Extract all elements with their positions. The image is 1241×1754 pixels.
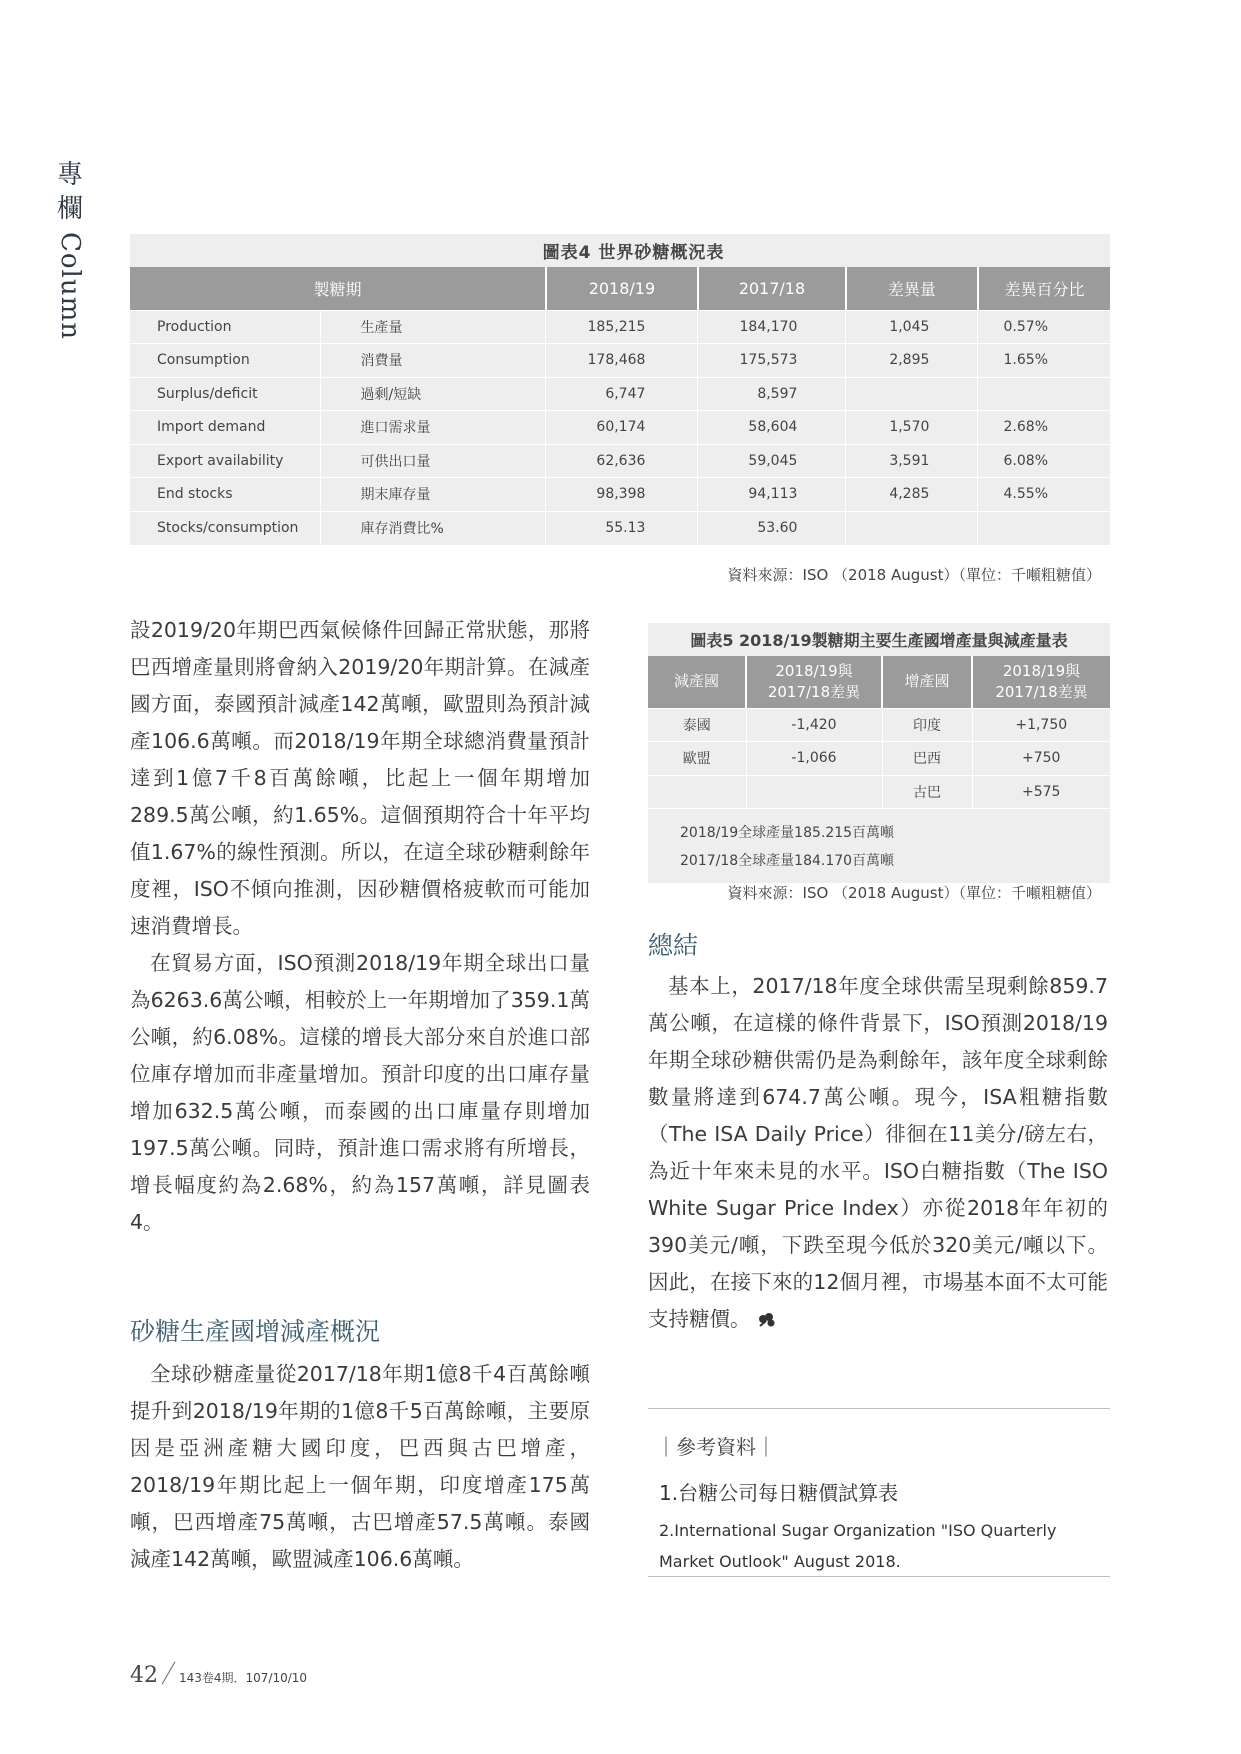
table-row [130, 411, 1110, 445]
table5-header-inc-diff: 2018/19與 2017/18差異 [972, 656, 1110, 708]
cell-diff [846, 377, 978, 411]
table5-header-dec-country: 減產國 [648, 656, 746, 708]
cell-2017-18: 94,113 [698, 478, 846, 512]
cell-pct: 2.68% [978, 411, 1110, 445]
cell-2018-19: 60,174 [546, 411, 698, 445]
table-row [648, 742, 1110, 776]
paragraph: 在貿易方面，ISO預測2018/19年期全球出口量為6263.6萬公噸，相較於上一年期增加了359.1萬公噸，約6.08%。這樣的增長大部分來自於進口部位庫存增加而非產量增加。預計印度的出口庫存量增加632.5萬公噸，而泰國的出口庫量存則增加197.5萬公噸。同時，預計進口需求將有所增長，增長幅度約為2.68%，約為157萬噸，詳見圖表4。 [130, 951, 590, 1234]
cell-pct: 4.55% [978, 478, 1110, 512]
page-footer [130, 1660, 307, 1688]
row-label-en: Production [130, 310, 320, 344]
table-world-sugar-overview [130, 233, 1110, 545]
table4-header-2017-18: 2017/18 [698, 267, 846, 310]
cell-2018-19: 55.13 [546, 511, 698, 545]
paragraph: 全球砂糖產量從2017/18年期1億8千4百萬餘噸提升到2018/19年期的1億8千5百萬餘噸，主要原因是亞洲產糖大國印度，巴西與古巴增產，2018/19年期比起上一個年期，印度增產175萬噸，巴西增產75萬噸，古巴增產57.5萬噸。泰國減產142萬噸，歐盟減產106.6萬噸。 [130, 1362, 590, 1571]
table5-header-dec-diff: 2018/19與 2017/18差異 [746, 656, 882, 708]
row-label-en: End stocks [130, 478, 320, 512]
cell-diff: 1,570 [846, 411, 978, 445]
row-label-zh: 消費量 [320, 344, 546, 378]
side-label-en: Column [55, 232, 85, 341]
cell-dec-value [746, 775, 882, 809]
page-number: 42 [130, 1663, 158, 1688]
cell-dec-value: -1,420 [746, 708, 882, 742]
cell-pct: 0.57% [978, 310, 1110, 344]
cell-inc-country: 巴西 [882, 742, 972, 776]
summary-paragraph: 基本上，2017/18年度全球供需呈現剩餘859.7萬公噸，在這樣的條件背景下，ISO預測2018/19年期全球砂糖供需仍是為剩餘年，該年度全球剩餘數量將達到674.7萬公噸。現今，ISA粗糖指數（The ISA Daily Price）徘徊在11美分/磅左右，為近十年來未見的水平。ISO白糖指數（The ISO White Sugar Price Index）亦從2018年年初的390美元/噸，下跌至現今低於320美元/噸以下。因此，在接下來的12個月裡，市場基本面不太可能支持糖價。 [648, 974, 1108, 1331]
table-row [130, 377, 1110, 411]
cell-2017-18: 59,045 [698, 444, 846, 478]
row-label-zh: 庫存消費比% [320, 511, 546, 545]
table5-title: 圖表5 2018/19製糖期主要生產國增產量與減產量表 [648, 623, 1110, 657]
cell-2018-19: 98,398 [546, 478, 698, 512]
table-row [130, 511, 1110, 545]
row-label-en: Consumption [130, 344, 320, 378]
cell-pct: 1.65% [978, 344, 1110, 378]
reference-item: 1.台糖公司每日糖價試算表 [659, 1481, 899, 1505]
table-row [648, 775, 1110, 809]
table5-header-inc-country: 增產國 [882, 656, 972, 708]
references-title: ｜參考資料｜ [656, 1435, 776, 1459]
cell-2018-19: 178,468 [546, 344, 698, 378]
cell-dec-value: -1,066 [746, 742, 882, 776]
table-row [130, 344, 1110, 378]
table-producer-changes [648, 622, 1110, 883]
cell-2018-19: 62,636 [546, 444, 698, 478]
table-row [648, 708, 1110, 742]
cell-2017-18: 58,604 [698, 411, 846, 445]
cell-2017-18: 8,597 [698, 377, 846, 411]
cell-2018-19: 6,747 [546, 377, 698, 411]
cell-diff: 4,285 [846, 478, 978, 512]
side-label-cjk-2: 欄 [56, 194, 83, 224]
table4-header-2018-19: 2018/19 [546, 267, 698, 310]
row-label-zh: 過剩/短缺 [320, 377, 546, 411]
table4-header-pct: 差異百分比 [978, 267, 1110, 310]
table4-header-period: 製糖期 [130, 267, 546, 310]
cell-inc-value: +750 [972, 742, 1110, 776]
cell-diff: 1,045 [846, 310, 978, 344]
table-note-row [648, 809, 1110, 884]
section-heading-summary: 總結 [648, 931, 699, 960]
cell-diff: 2,895 [846, 344, 978, 378]
table4-header-diff: 差異量 [846, 267, 978, 310]
right-column-text [648, 968, 1108, 1338]
reference-item: 2.International Sugar Organization "ISO Quarterly Market Outlook" August 2018. [659, 1521, 1057, 1571]
cell-dec-country: 歐盟 [648, 742, 746, 776]
cell-inc-country: 古巴 [882, 775, 972, 809]
row-label-en: Import demand [130, 411, 320, 445]
cell-dec-country: 泰國 [648, 708, 746, 742]
issue-info: 143卷4期．107/10/10 [179, 1671, 308, 1685]
row-label-en: Export availability [130, 444, 320, 478]
table4-source: 資料來源：ISO （2018 August）（單位：千噸粗糖值） [727, 566, 1101, 584]
row-label-zh: 生產量 [320, 310, 546, 344]
cell-diff [846, 511, 978, 545]
table5-source: 資料來源：ISO （2018 August）（單位：千噸粗糖值） [727, 884, 1101, 902]
table4-title: 圖表4 世界砂糖概況表 [130, 234, 1110, 268]
cell-pct [978, 511, 1110, 545]
cell-diff: 3,591 [846, 444, 978, 478]
references-box [648, 1408, 1110, 1577]
cell-inc-country: 印度 [882, 708, 972, 742]
table5-note-2017-18: 2017/18全球產量184.170百萬噸 [680, 853, 895, 869]
cell-2017-18: 53.60 [698, 511, 846, 545]
table-row [130, 444, 1110, 478]
cell-inc-value: +1,750 [972, 708, 1110, 742]
left-column-text-2 [130, 1356, 590, 1578]
footer-divider [162, 1661, 176, 1684]
side-label-cjk-1: 專 [56, 160, 83, 190]
table5-note-2018-19: 2018/19全球產量185.215百萬噸 [680, 825, 895, 841]
row-label-en: Surplus/deficit [130, 377, 320, 411]
cell-2017-18: 184,170 [698, 310, 846, 344]
cell-pct: 6.08% [978, 444, 1110, 478]
table-row [130, 310, 1110, 344]
cell-2018-19: 185,215 [546, 310, 698, 344]
row-label-zh: 可供出口量 [320, 444, 546, 478]
cell-inc-value: +575 [972, 775, 1110, 809]
row-label-en: Stocks/consumption [130, 511, 320, 545]
paragraph [648, 968, 1108, 1338]
cell-2017-18: 175,573 [698, 344, 846, 378]
table5-note [648, 809, 1110, 884]
left-column-text [130, 612, 590, 1241]
table-row [130, 478, 1110, 512]
row-label-zh: 進口需求量 [320, 411, 546, 445]
sugar-leaf-icon [757, 1312, 777, 1328]
cell-pct [978, 377, 1110, 411]
cell-dec-country [648, 775, 746, 809]
column-side-label [50, 158, 90, 340]
paragraph: 設2019/20年期巴西氣候條件回歸正常狀態，那將巴西增產量則將會納入2019/20年期計算。在減產國方面，泰國預計減產142萬噸，歐盟則為預計減產106.6萬噸。而2018/19年期全球總消費量預計達到1億7千8百萬餘噸，比起上一個年期增加289.5萬公噸，約1.65%。這個預期符合十年平均值1.67%的線性預測。所以，在這全球砂糖剩餘年度裡，ISO不傾向推測，因砂糖價格疲軟而可能加速消費增長。 [130, 618, 590, 938]
row-label-zh: 期末庫存量 [320, 478, 546, 512]
section-heading-producers: 砂糖生產國增減產概況 [130, 1317, 381, 1346]
